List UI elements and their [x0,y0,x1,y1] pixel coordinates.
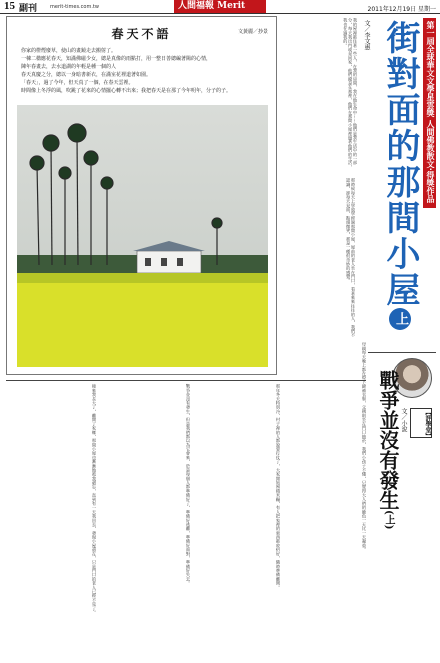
column-tag: 【評學堂】 [410,408,432,438]
poem-line: 春天真慶之分，總以一身暗書新衣，在滿室花裡道著如園。 [21,72,152,78]
article-column: 戰爭並沒有發生，但是我們都以為它會來，於是每個人都準備好了，準備好逃離，準備好面對，準備好失去。 [186,384,191,586]
headline-text: 街對面的那間小屋 [380,20,420,308]
feature2-headline [370,370,400,660]
poem-line: 陳年春畫去，去水道湖的年輕是種一個的人 [21,64,117,70]
article-column: 那時候每天上學放學經過那間小屋，屋前的老人坐在門口，看著來來往往的人，我們不認識，卻每天見面，點頭微笑，那是一種很奇妙的感覺。 [346,178,356,338]
poem-body [21,47,266,95]
article-column: 母親每天晚上都在燈下縫補衣服，父親則坐在門口抽菸，我們小孩子不懂，只覺得大人們的臉色一天比一天凝重。 [362,342,367,552]
article-column: 後來我長大了，離開了家鄉，那間小屋也漸漸地被我遺忘，直到有一天我回去，發現小屋還在，只是門口的老人已經不見了。 [92,384,97,615]
newspaper-logo: 人間福報 Merit [174,0,266,13]
page-header [0,0,440,14]
page-number: 15 [4,0,15,12]
part-marker: 上 [389,308,411,330]
poem-author: 文黃麗／抄景 [237,29,268,35]
part-marker: (上) [383,510,394,530]
feature2-byline: 文／小說 [400,408,407,432]
article-column: 那年冬天特別冷，村子裡的人都說要打仗了，大家開始囤積米糧，有人把家裡的東西都收拾好，隨時準備離開。 [276,384,281,590]
site-url[interactable]: merit-times.com.tw [50,4,99,10]
section-divider [368,352,436,353]
article-column: 我的屋裡都住著一些人，在我的房間，我在他生命中……他們是我生活中的一部分，每天我出門或是回家，他們總是在那裡，他們在那間小屋裡過著他們的生活，我也在過我的。 [343,18,358,169]
section-name: 副刊 [19,4,38,14]
poem-title: 春天不語 [111,27,172,41]
landscape-photo [17,105,268,367]
poem-line: 一棟二楹應花春天，知滿佛磁少女，總是真像的雨點打，用一整日善總編著陽的心情， [21,56,212,62]
issue-date: 2011年12月19日 星期一 [367,6,436,13]
poem-line: 「春天」，過了今年，但天真了一個，在春天雲裡。 [21,80,134,86]
poem-line: 你家的橙煙廢草，使山的畫鏡走去搬射了。 [21,48,117,54]
headline2-text: 戰爭並沒有發生 [376,370,400,510]
poem-box [6,16,277,375]
feature-byline: 文／李文惠 [363,20,370,50]
award-banner: 第一屆全球華文文學星雲獎 人間佛教散文·得獎作品 [423,18,436,208]
poem-line: 時間像上冬浮的風，吹跳了花來的心情擺心轉不出來；我把春天是在那了今年明年，分子的子。 [21,88,232,94]
